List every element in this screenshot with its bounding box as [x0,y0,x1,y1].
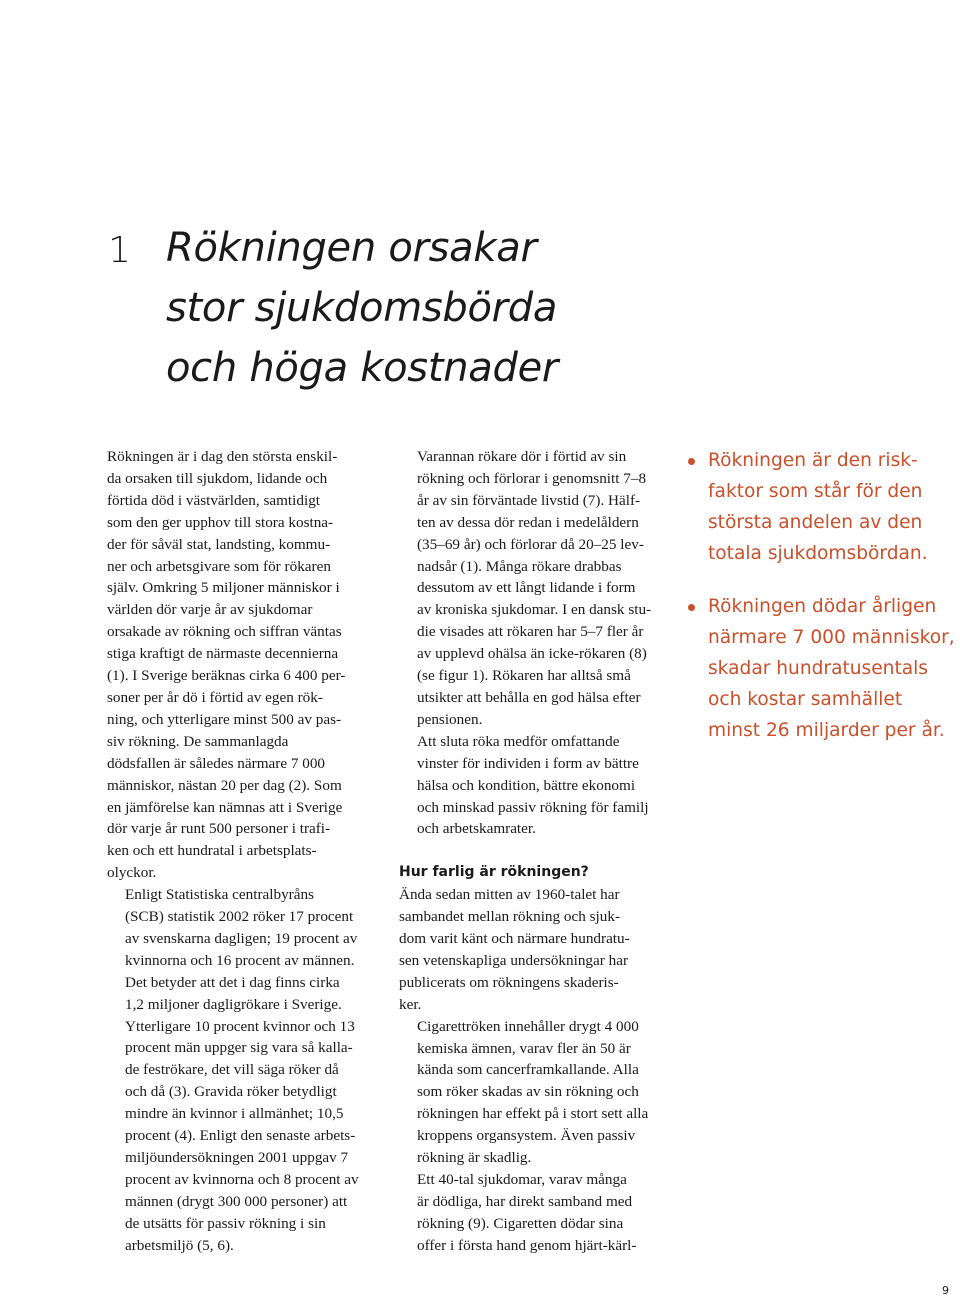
text-line: och då (3). Gravida röker betydligt [125,1083,337,1101]
text-line: orsakade av rökning och siffran väntas [107,623,342,641]
text-line: dessutom av ett långt lidande i form [417,579,636,597]
text-line: största andelen av den [708,512,923,533]
text-line: procent av kvinnorna och 8 procent av [125,1170,359,1188]
text-line: (1). I Sverige beräknas cirka 6 400 per- [107,667,346,685]
text-line: är dödliga, har direkt samband med [417,1192,633,1210]
text-line: miljöundersökningen 2001 uppgav 7 [125,1149,349,1166]
text-line: dör varje år runt 500 personer i trafi- [107,820,331,838]
text-line: de feströkare, det vill säga röker då [125,1061,339,1079]
bullet-icon [688,458,695,465]
text-line: av kroniska sjukdomar. I en dansk stu- [417,601,652,619]
text-line: mindre än kvinnor i allmänhet; 10,5 [125,1105,344,1123]
text-line: (SCB) statistik 2002 röker 17 procent [125,908,354,926]
text-line: vinster för individen i form av bättre [417,754,639,772]
page-number: 9 [942,1284,949,1297]
highlight-quote [686,591,956,746]
text-line: närmare 7 000 människor, [708,627,955,648]
text-line: utsikter att behålla en god hälsa efter [417,688,641,706]
highlight-text [708,591,956,746]
text-line: arbetsmiljö (5, 6). [125,1236,234,1254]
chapter-title-line: Rökningen orsakar [166,225,537,271]
text-line: år av sin förväntade livstid (7). Hälf- [417,491,641,509]
middle-column [399,446,669,1257]
text-line: en jämförelse kan nämnas att i Sverige [107,798,343,816]
highlight-text [708,445,956,569]
text-line: och minskad passiv rökning för familj [417,798,649,816]
bullet-icon [688,604,695,611]
text-line: 1,2 miljoner dagligrökare i Sverige. [125,995,342,1013]
paragraph [399,731,669,841]
paragraph [399,446,669,731]
text-line: Cigarettröken innehåller drygt 4 000 [417,1017,639,1035]
paragraph [399,1169,669,1257]
text-line: (se figur 1). Rökaren har alltså små [417,667,631,685]
text-line: der för såväl stat, landsting, kommu- [107,535,331,553]
section-subheading: Hur farlig är rökningen? [399,864,589,881]
text-line: procent (4). Enligt den senaste arbets- [125,1127,356,1145]
text-line: och arbetskamrater. [417,820,536,838]
text-line: soner per år dö i förtid av egen rök- [107,688,323,706]
text-line: publicerats om rökningens skaderis- [399,973,619,991]
text-line: (35–69 år) och förlorar då 20–25 lev- [417,535,644,553]
text-line: rökningen har effekt på i stort sett alla [417,1105,649,1123]
text-line: Rökningen är den risk- [708,450,918,471]
text-line: nadsår (1). Många rökare drabbas [417,557,622,575]
text-line: Varannan rökare dör i förtid av sin [417,448,627,465]
text-line: och kostar samhället [708,689,903,710]
text-line: Det betyder att det i dag finns cirka [125,973,340,991]
text-line: da orsaken till sjukdom, lidande och [107,469,328,487]
text-line: Rökningen dödar årligen [708,596,937,617]
text-line: de utsätts för passiv rökning i sin [125,1214,326,1232]
text-line: die visades att rökaren har 5–7 fler år [417,623,644,641]
text-line: hälsa och kondition, bättre ekonomi [417,776,636,794]
text-line: olyckor. [107,864,157,882]
chapter-title-line: stor sjukdomsbörda [166,285,558,331]
text-line: ning, och ytterligare minst 500 av pas- [107,710,342,728]
text-line: förtida död i västvärlden, samtidigt [107,491,321,509]
left-column [107,446,371,1257]
text-line: procent män uppger sig vara så kalla- [125,1039,353,1057]
text-line: sambandet mellan rökning och sjuk- [399,908,621,926]
chapter-title-line: och höga kostnader [166,345,559,391]
text-line: kemiska ämnen, varav fler än 50 är [417,1039,631,1057]
text-line: Rökningen är i dag den största enskil- [107,448,338,465]
text-line: männen (drygt 300 000 personer) att [125,1192,348,1210]
text-line: av upplevd ohälsa än icke-rökaren (8) [417,645,647,663]
text-line: siv rökning. De sammanlagda [107,732,289,750]
paragraph [399,1016,669,1169]
text-line: ten av dessa dör redan i medelåldern [417,513,639,531]
text-line: sen vetenskapliga undersökningar har [399,951,629,969]
text-line: Att sluta röka medför omfattande [417,732,620,750]
paragraph [107,446,371,884]
text-line: kvinnorna och 16 procent av männen. [125,951,355,969]
text-line: världen dör varje år av sjukdomar [107,601,313,619]
text-line: totala sjukdomsbördan. [708,543,928,564]
text-line: Ända sedan mitten av 1960-talet har [399,886,620,904]
text-line: kända som cancerframkallande. Alla [417,1061,639,1079]
text-line: faktor som står för den [708,481,923,502]
text-line: offer i första hand genom hjärt-kärl- [417,1236,637,1254]
text-line: skadar hundratusentals [708,658,928,679]
text-line: rökning är skadlig. [417,1149,532,1167]
chapter-title [166,218,558,398]
text-line: rökning och förlorar i genomsnitt 7–8 [417,469,647,487]
right-column [686,445,956,768]
text-line: stiga kraftigt de närmaste decennierna [107,645,339,663]
text-line: Ytterligare 10 procent kvinnor och 13 [125,1017,355,1035]
text-line: rökning (9). Cigaretten dödar sina [417,1214,624,1232]
text-line: själv. Omkring 5 miljoner människor i [107,579,340,597]
text-line: dom varit känt och närmare hundratu- [399,930,630,948]
text-line: människor, nästan 20 per dag (2). Som [107,776,342,794]
text-line: Enligt Statistiska centralbyråns [125,886,314,904]
paragraph [107,884,371,1256]
text-line: Ett 40-tal sjukdomar, varav många [417,1171,627,1188]
text-line: som den ger upphov till stora kostna- [107,513,334,531]
paragraph [399,884,669,1015]
highlight-quote [686,445,956,569]
text-line: ken och ett hundratal i arbetsplats- [107,842,317,860]
text-line: som röker skadas av sin rökning och [417,1083,639,1101]
chapter-number: 1 [108,230,131,271]
text-line: dödsfallen är således närmare 7 000 [107,754,326,772]
text-line: minst 26 miljarder per år. [708,720,945,741]
text-line: kroppens organsystem. Även passiv [417,1127,636,1145]
text-line: pensionen. [417,710,483,728]
text-line: ner och arbetsgivare som för rökaren [107,557,331,575]
text-line: ker. [399,995,422,1013]
text-line: av svenskarna dagligen; 19 procent av [125,929,358,947]
